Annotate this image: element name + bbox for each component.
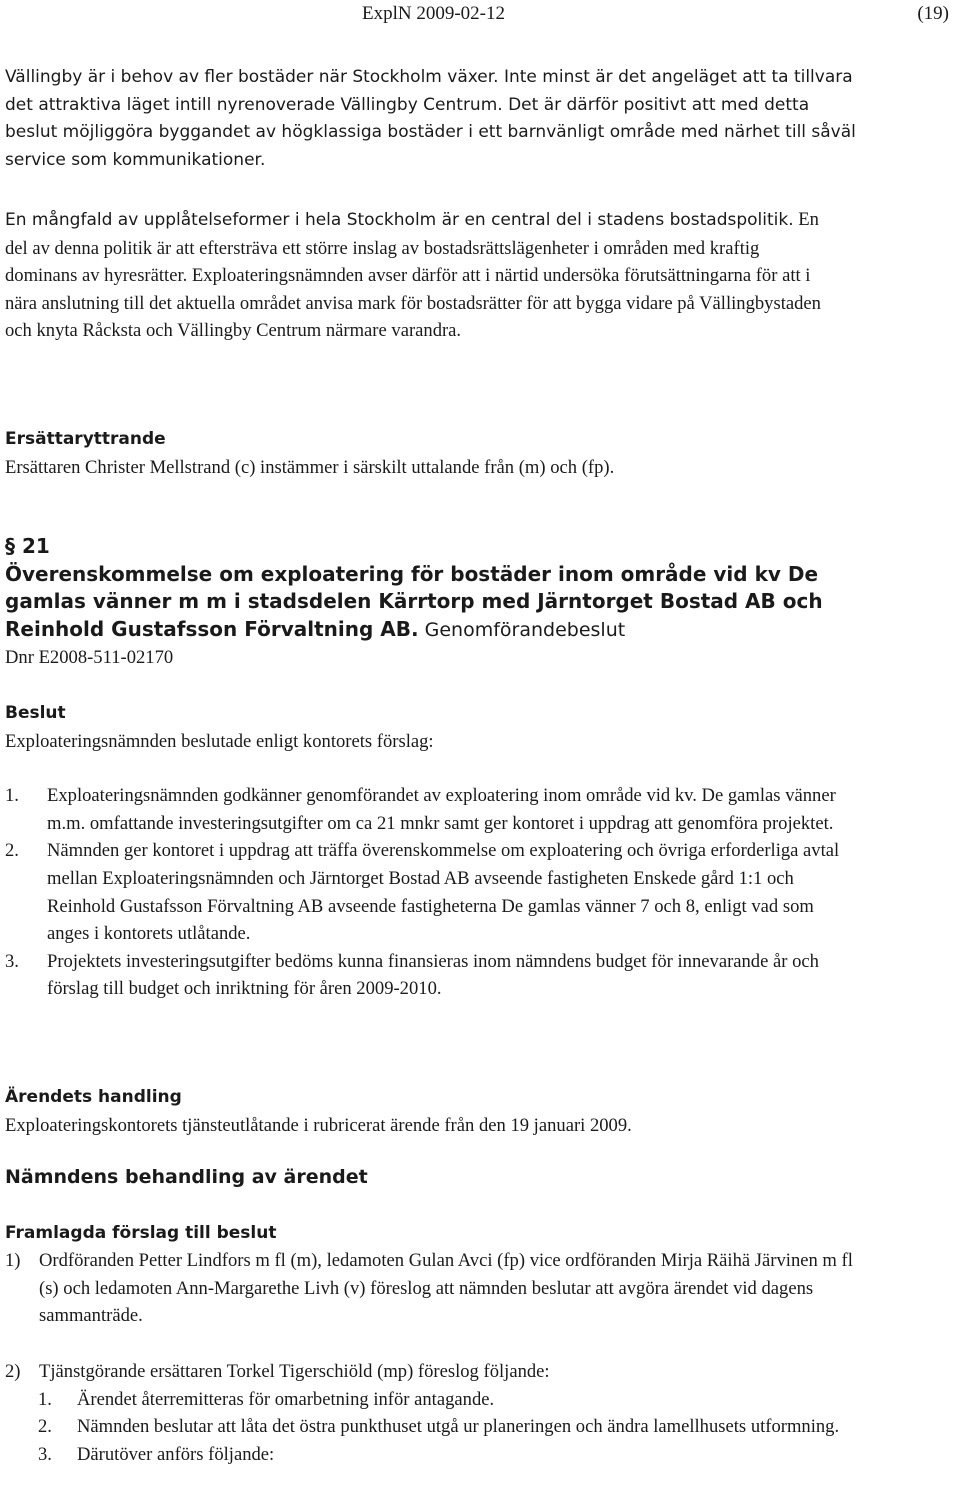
beslut-section bbox=[5, 700, 855, 1003]
proposal-list bbox=[5, 1247, 855, 1385]
ersattar-section bbox=[5, 426, 905, 481]
proposal-2-sublist bbox=[5, 1386, 855, 1469]
list-item: 3. Projektets investeringsutgifter bedöms kunna finansieras inom nämndens budget för innevarande år och förslag till budget och inriktning för åren 2009-2010. bbox=[5, 950, 819, 1000]
framlagda-heading: Framlagda förslag till beslut bbox=[5, 1222, 277, 1243]
paragraph-symbol: § bbox=[5, 534, 15, 558]
arendets-handling-section bbox=[5, 1084, 905, 1139]
beslut-heading: Beslut bbox=[5, 703, 66, 723]
dnr: Dnr E2008-511-02170 bbox=[5, 647, 174, 669]
document-reference: ExplN 2009-02-12 bbox=[362, 3, 506, 24]
section-title: Överenskommelse om exploatering för bostäder inom område vid kv De gamlas vänner m m i stadsdelen Kärrtorp med Järntorget Bostad AB och Reinhold Gustafsson Förvaltning AB. Genomförandebeslut bbox=[5, 561, 823, 641]
beslut-intro: Exploateringsnämnden beslutade enligt kontorets förslag: bbox=[5, 730, 434, 752]
ersattar-text: Ersättaren Christer Mellstrand (c) instämmer i särskilt uttalande från (m) och (fp). bbox=[5, 456, 615, 478]
intro-paragraph-2 bbox=[5, 206, 835, 345]
list-item: 3. Därutöver anförs följande: bbox=[38, 1443, 275, 1465]
behandling-heading: Nämndens behandling av ärendet bbox=[5, 1166, 368, 1188]
paragraph-sans-part: En mångfald av upplåtelseformer i hela Stockholm är en central del i stadens bostadspolitik. bbox=[5, 210, 794, 230]
page-number: (19) bbox=[917, 3, 949, 24]
behandling-section bbox=[5, 1164, 855, 1468]
section-title-suffix: Genomförandebeslut bbox=[418, 618, 626, 641]
paragraph-serif-part: En del av denna politik är att eftersträva ett större inslag av bostadsrättslägenheter i områden med kraftig dominans av hyresrätter. Exploateringsnämnden avser därför att i närtid undersöka förutsättningarna för att i nära anslutning till det aktuella området anvisa mark för bostadsrätter för att bygga vidare på Vällingbystaden och knyta Råcksta och Vällingby Centrum närmare varandra. bbox=[5, 209, 821, 342]
arendets-handling-heading: Ärendets handling bbox=[5, 1087, 182, 1107]
list-item: 2. Nämnden beslutar att låta det östra punkthuset utgå ur planeringen och ändra lamellhusets utformning. bbox=[38, 1416, 840, 1438]
list-item: 1. Exploateringsnämnden godkänner genomförandet av exploatering inom område vid kv. De gamlas vänner m.m. omfattande investeringsutgifter om ca 21 mnkr samt ger kontoret i uppdrag att genomföra projektet. bbox=[5, 785, 836, 834]
list-item: 1. Ärendet återremitteras för omarbetning inför antagande. bbox=[38, 1388, 495, 1410]
section-number: § 21 bbox=[5, 534, 50, 558]
section-21 bbox=[5, 533, 855, 672]
ersattar-heading: Ersättaryttrande bbox=[5, 429, 166, 449]
list-item: 2. Nämnden ger kontoret i uppdrag att träffa överenskommelse om exploatering och övriga erforderliga avtal mellan Exploateringsnämnden och Järntorget Bostad AB avseende fastigheten Enskede gård 1:1 och Reinhold Gustafsson Förvaltning AB avseende fastigheterna De gamlas vänner 7 och 8, enligt vad som anges i kontorets utlåtande. bbox=[5, 840, 840, 945]
page-header bbox=[5, 0, 955, 30]
intro-paragraph-1: Vällingby är i behov av fler bostäder när Stockholm växer. Inte minst är det angeläget att ta tillvara det attraktiva läget intill nyrenoverade Vällingby Centrum. Det är därför positivt att med detta beslut möjliggöra byggandet av högklassiga bostäder i ett barnvänligt område med närhet till såväl service som kommunikationer. bbox=[5, 67, 856, 170]
proposal-1: 1) Ordföranden Petter Lindfors m fl (m), ledamoten Gulan Avci (fp) vice ordföranden Mirja Räihä Järvinen m fl (s) och ledamoten Ann-Margarethe Livh (v) föreslog att nämnden beslutar att avgöra ärendet vid dagens sammanträde. bbox=[5, 1250, 853, 1327]
arendets-handling-text: Exploateringskontorets tjänsteutlåtande i rubricerat ärende från den 19 januari 2009. bbox=[5, 1114, 632, 1136]
beslut-list bbox=[5, 782, 855, 1003]
proposal-2: 2) Tjänstgörande ersättaren Torkel Tigerschiöld (mp) föreslog följande: bbox=[5, 1360, 550, 1382]
